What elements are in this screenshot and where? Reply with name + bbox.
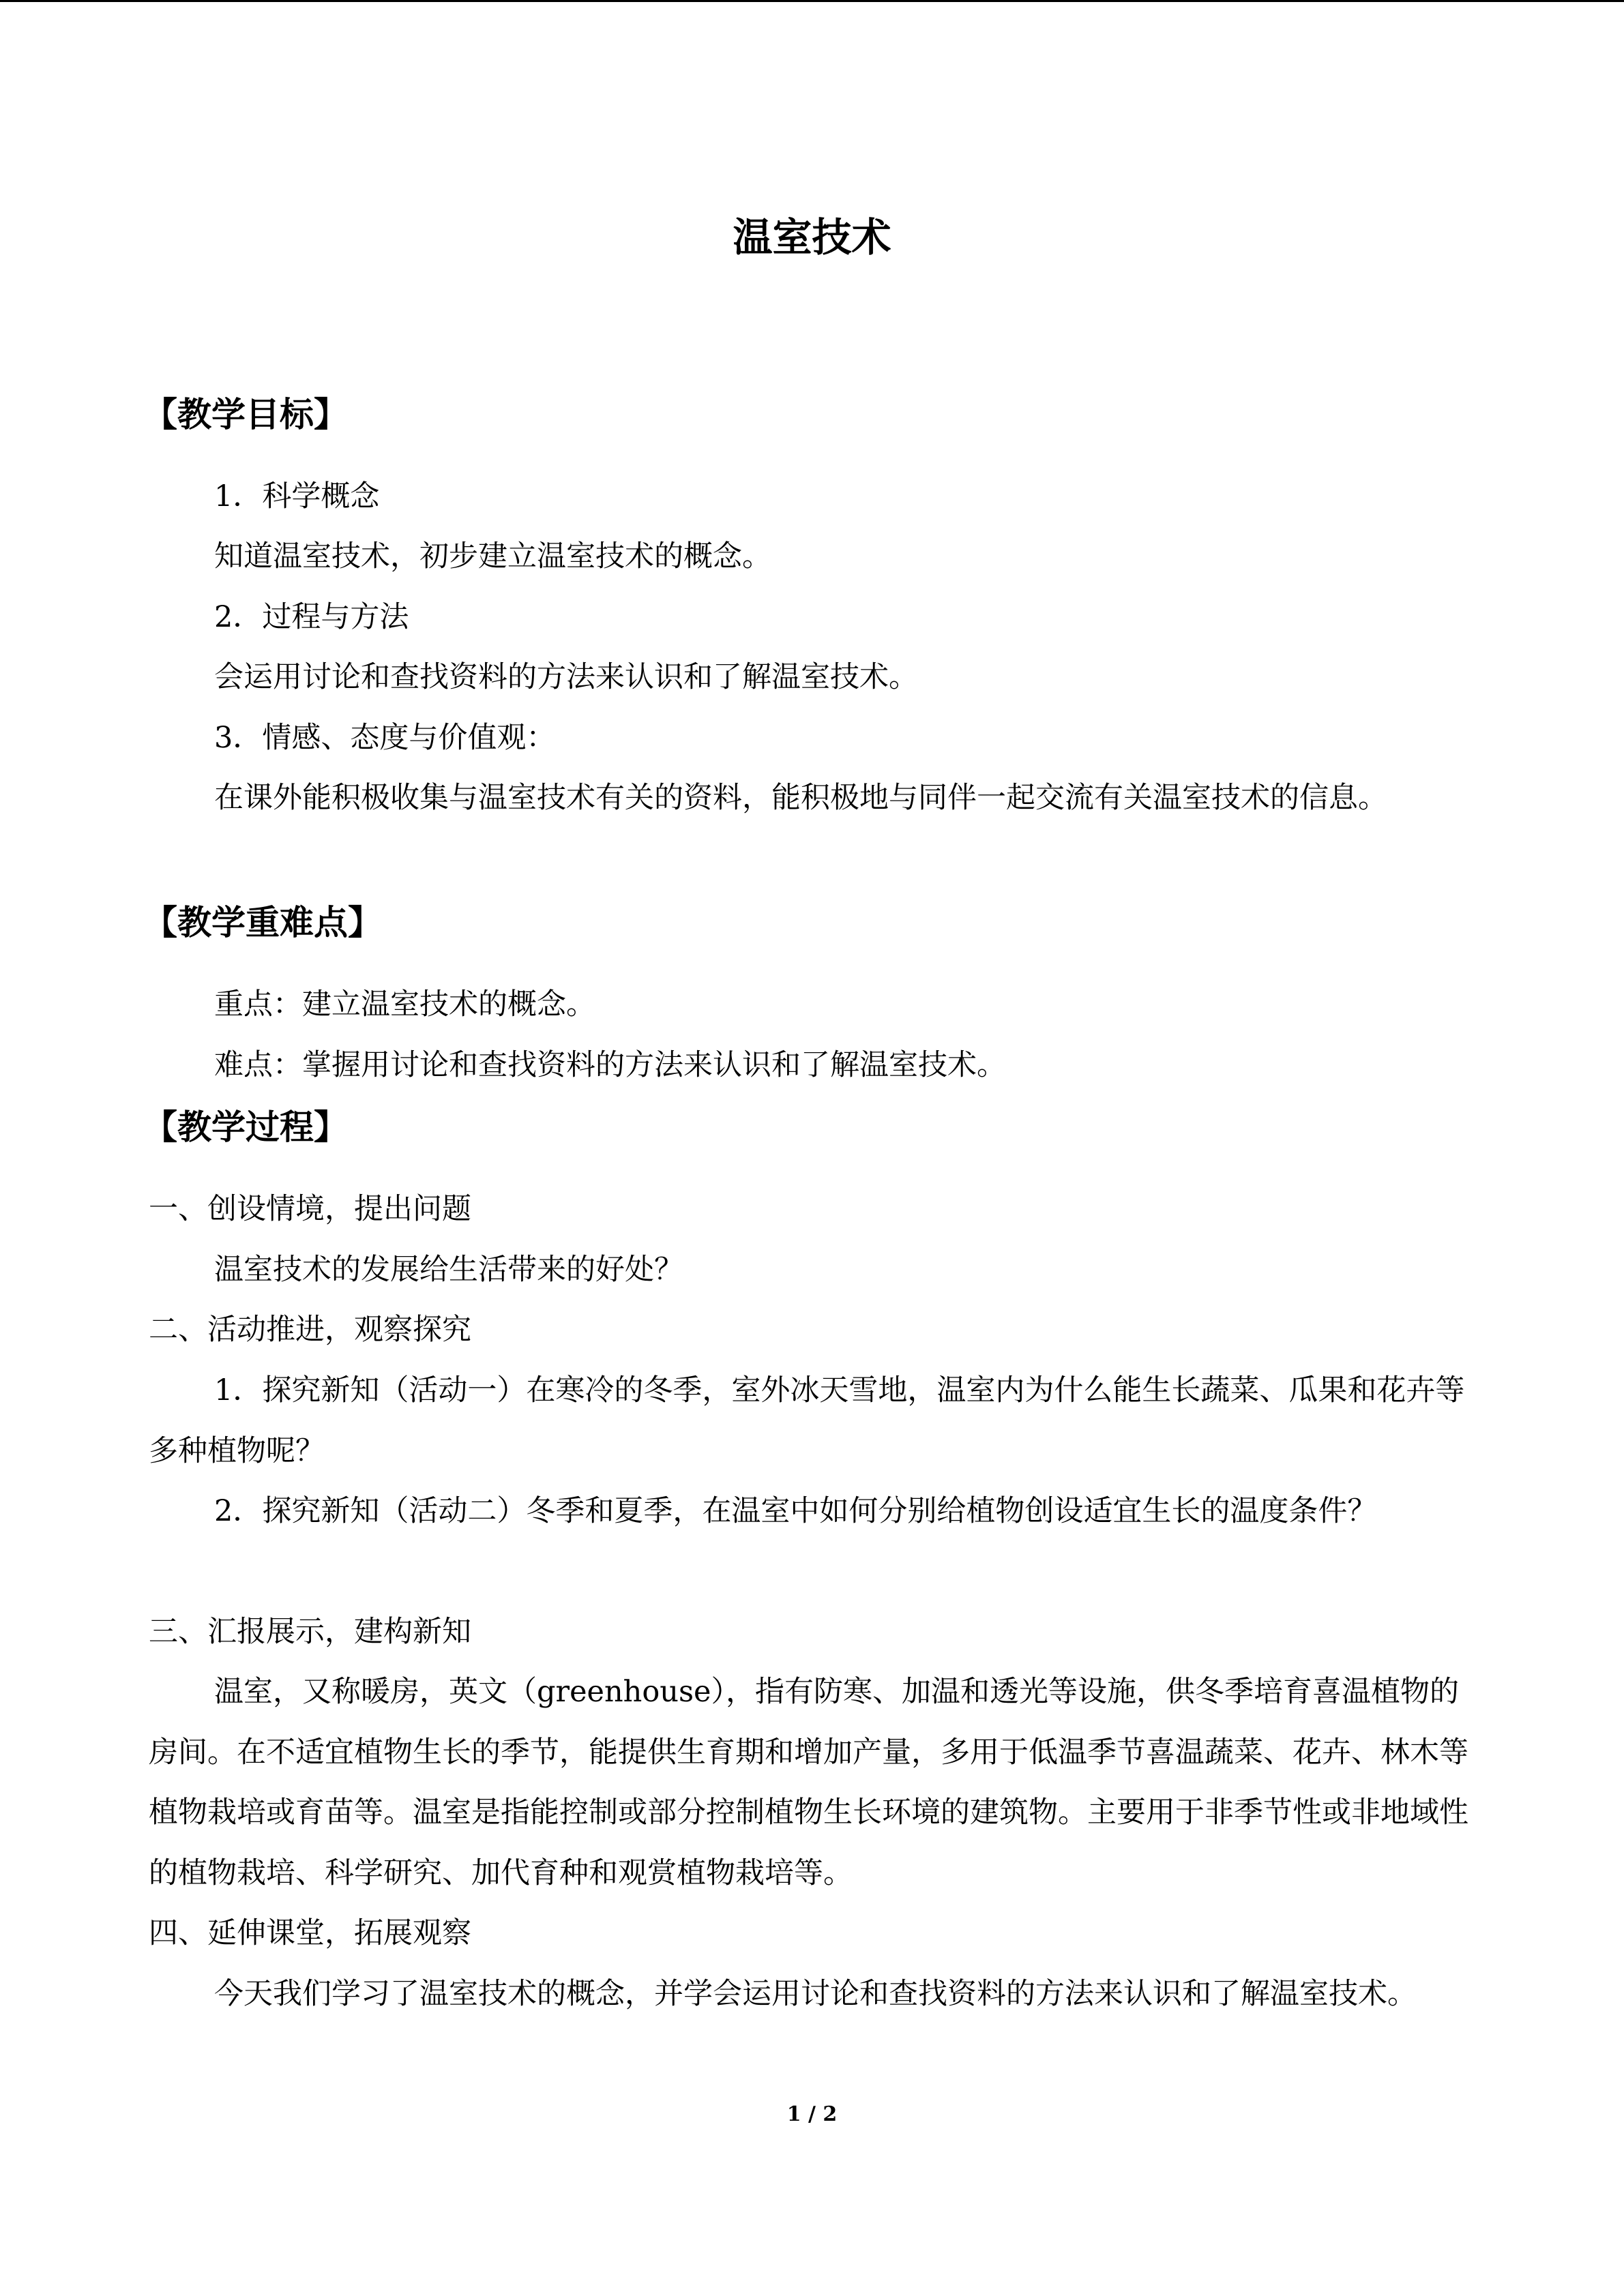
objectives-item-1-text: 知道温室技术，初步建立温室技术的概念。	[214, 539, 771, 573]
process-step-1-text: 温室技术的发展给生活带来的好处？	[214, 1253, 683, 1287]
process-step-3-text: 温室，又称暖房，英文（greenhouse），指有防寒、加温和透光等设施，供冬季培育喜温植物的房间。在不适宜植物生长的季节，能提供生育期和增加产量，多用于低温季节喜温蔬菜、花卉、林木等植物栽培或育苗等。温室是指能控制或部分控制植物生长环境的建筑物。主要用于非季节性或非地域性的植物栽培、科学研究、加代育种和观赏植物栽培等。	[149, 1675, 1468, 1890]
key-point-text: 重点：建立温室技术的概念。	[214, 987, 595, 1022]
process-step-3-title: 三、汇报展示，建构新知	[149, 1615, 471, 1649]
process-step-2-activity-2: 2．探究新知（活动二）冬季和夏季，在温室中如何分别给植物创设适宜生长的温度条件？	[214, 1494, 1377, 1528]
objectives-item-3-title: 3．情感、态度与价值观：	[214, 721, 556, 755]
objectives-item-3-text: 在课外能积极收集与温室技术有关的资料，能积极地与同伴一起交流有关温室技术的信息。	[214, 781, 1387, 815]
process-step-4-title: 四、延伸课堂，拓展观察	[149, 1916, 471, 1950]
document-title: 温室技术	[733, 214, 891, 260]
section-heading-objectives: 【教学目标】	[143, 395, 348, 434]
objectives-item-2-text: 会运用讨论和查找资料的方法来认识和了解温室技术。	[214, 660, 918, 694]
objectives-item-1-title: 1．科学概念	[214, 479, 380, 513]
difficult-point-text: 难点：掌握用讨论和查找资料的方法来认识和了解温室技术。	[214, 1048, 1006, 1082]
objectives-item-2-title: 2．过程与方法	[214, 600, 409, 634]
process-step-4-text: 今天我们学习了温室技术的概念，并学会运用讨论和查找资料的方法来认识和了解温室技术。	[214, 1977, 1417, 2011]
section-heading-process: 【教学过程】	[143, 1107, 348, 1147]
process-step-2-activity-1: 1．探究新知（活动一）在寒冷的冬季，室外冰天雪地，温室内为什么能生长蔬菜、瓜果和花卉等多种植物呢？	[149, 1373, 1465, 1468]
process-step-2-title: 二、活动推进，观察探究	[149, 1313, 471, 1347]
page-number: 1 / 2	[786, 2102, 838, 2126]
section-heading-key-points: 【教学重难点】	[143, 903, 382, 942]
process-step-1-title: 一、创设情境，提出问题	[149, 1192, 471, 1226]
